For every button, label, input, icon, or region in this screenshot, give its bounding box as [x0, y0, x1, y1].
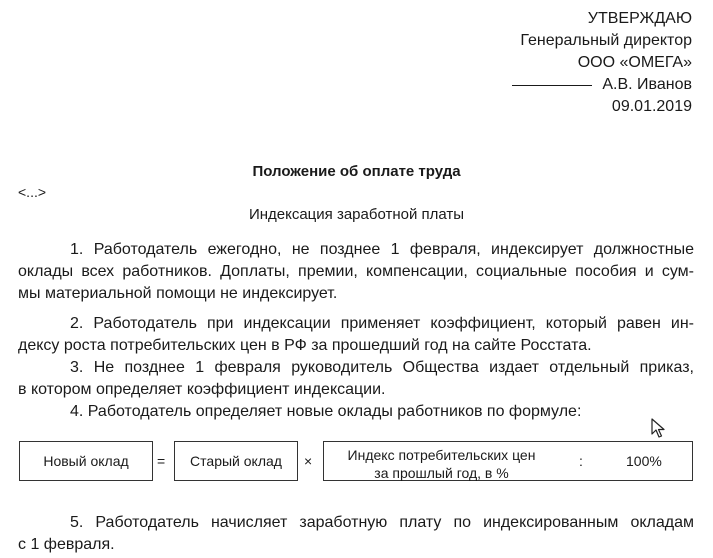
new-salary-label: Новый оклад: [43, 453, 129, 469]
paragraph-line: с 1 февраля.: [18, 536, 115, 553]
cpi-label: [324, 446, 559, 482]
paragraph-line: дексу роста потребительских цен в РФ за прошедший год на сайте Росстата.: [18, 337, 592, 354]
approver-position: Генеральный директор: [520, 32, 692, 49]
paragraph-3: [18, 357, 694, 401]
paragraph-line: 2. Работодатель при индексации применяет коэффициент, который равен ин-: [70, 315, 694, 332]
paragraph-2: [18, 313, 694, 357]
divide-sign: :: [579, 453, 583, 469]
signature-row: [512, 74, 692, 96]
hundred-percent: 100%: [626, 453, 662, 469]
cpi-label-line-2: за прошлый год, в %: [374, 465, 509, 481]
new-salary-box: [19, 441, 153, 481]
signer-name: А.В. Иванов: [602, 76, 692, 93]
document-title: Положение об оплате труда: [252, 163, 461, 180]
paragraph-line: в котором определяет коэффициент индексации.: [18, 381, 386, 398]
equals-sign: =: [157, 453, 166, 469]
paragraph-line: 3. Не позднее 1 февраля руководитель Общества издает отдельный приказ,: [70, 359, 694, 376]
old-salary-box: [174, 441, 298, 481]
paragraph-4: [18, 401, 694, 423]
approval-heading: УТВЕРЖДАЮ: [587, 10, 692, 27]
paragraph-1: [18, 239, 694, 305]
old-salary-label: Старый оклад: [190, 453, 282, 469]
signature-line: [512, 85, 592, 86]
multiply-sign: ×: [304, 453, 313, 469]
cpi-box: [323, 441, 693, 481]
omission-mark: <...>: [18, 184, 47, 200]
company-name: ООО «ОМЕГА»: [577, 54, 692, 71]
paragraph-5: [18, 512, 694, 556]
paragraph-line: мы материальной помощи не индексирует.: [18, 285, 338, 302]
paragraph-line: 1. Работодатель ежегодно, не позднее 1 февраля, индексирует должностные: [70, 241, 694, 258]
approval-block: [512, 8, 692, 118]
paragraph-line: 5. Работодатель начисляет заработную плату по индексированным окладам: [70, 514, 694, 531]
approval-date: 09.01.2019: [611, 98, 692, 115]
mouse-pointer-icon: [651, 418, 667, 440]
cpi-label-line-1: Индекс потребительских цен: [347, 447, 536, 463]
paragraph-line: оклады всех работников. Доплаты, премии, компенсации, социальные пособия и сум-: [18, 263, 694, 280]
paragraph-line: 4. Работодатель определяет новые оклады работников по формуле:: [70, 403, 582, 420]
section-title: Индексация заработной платы: [248, 206, 465, 223]
